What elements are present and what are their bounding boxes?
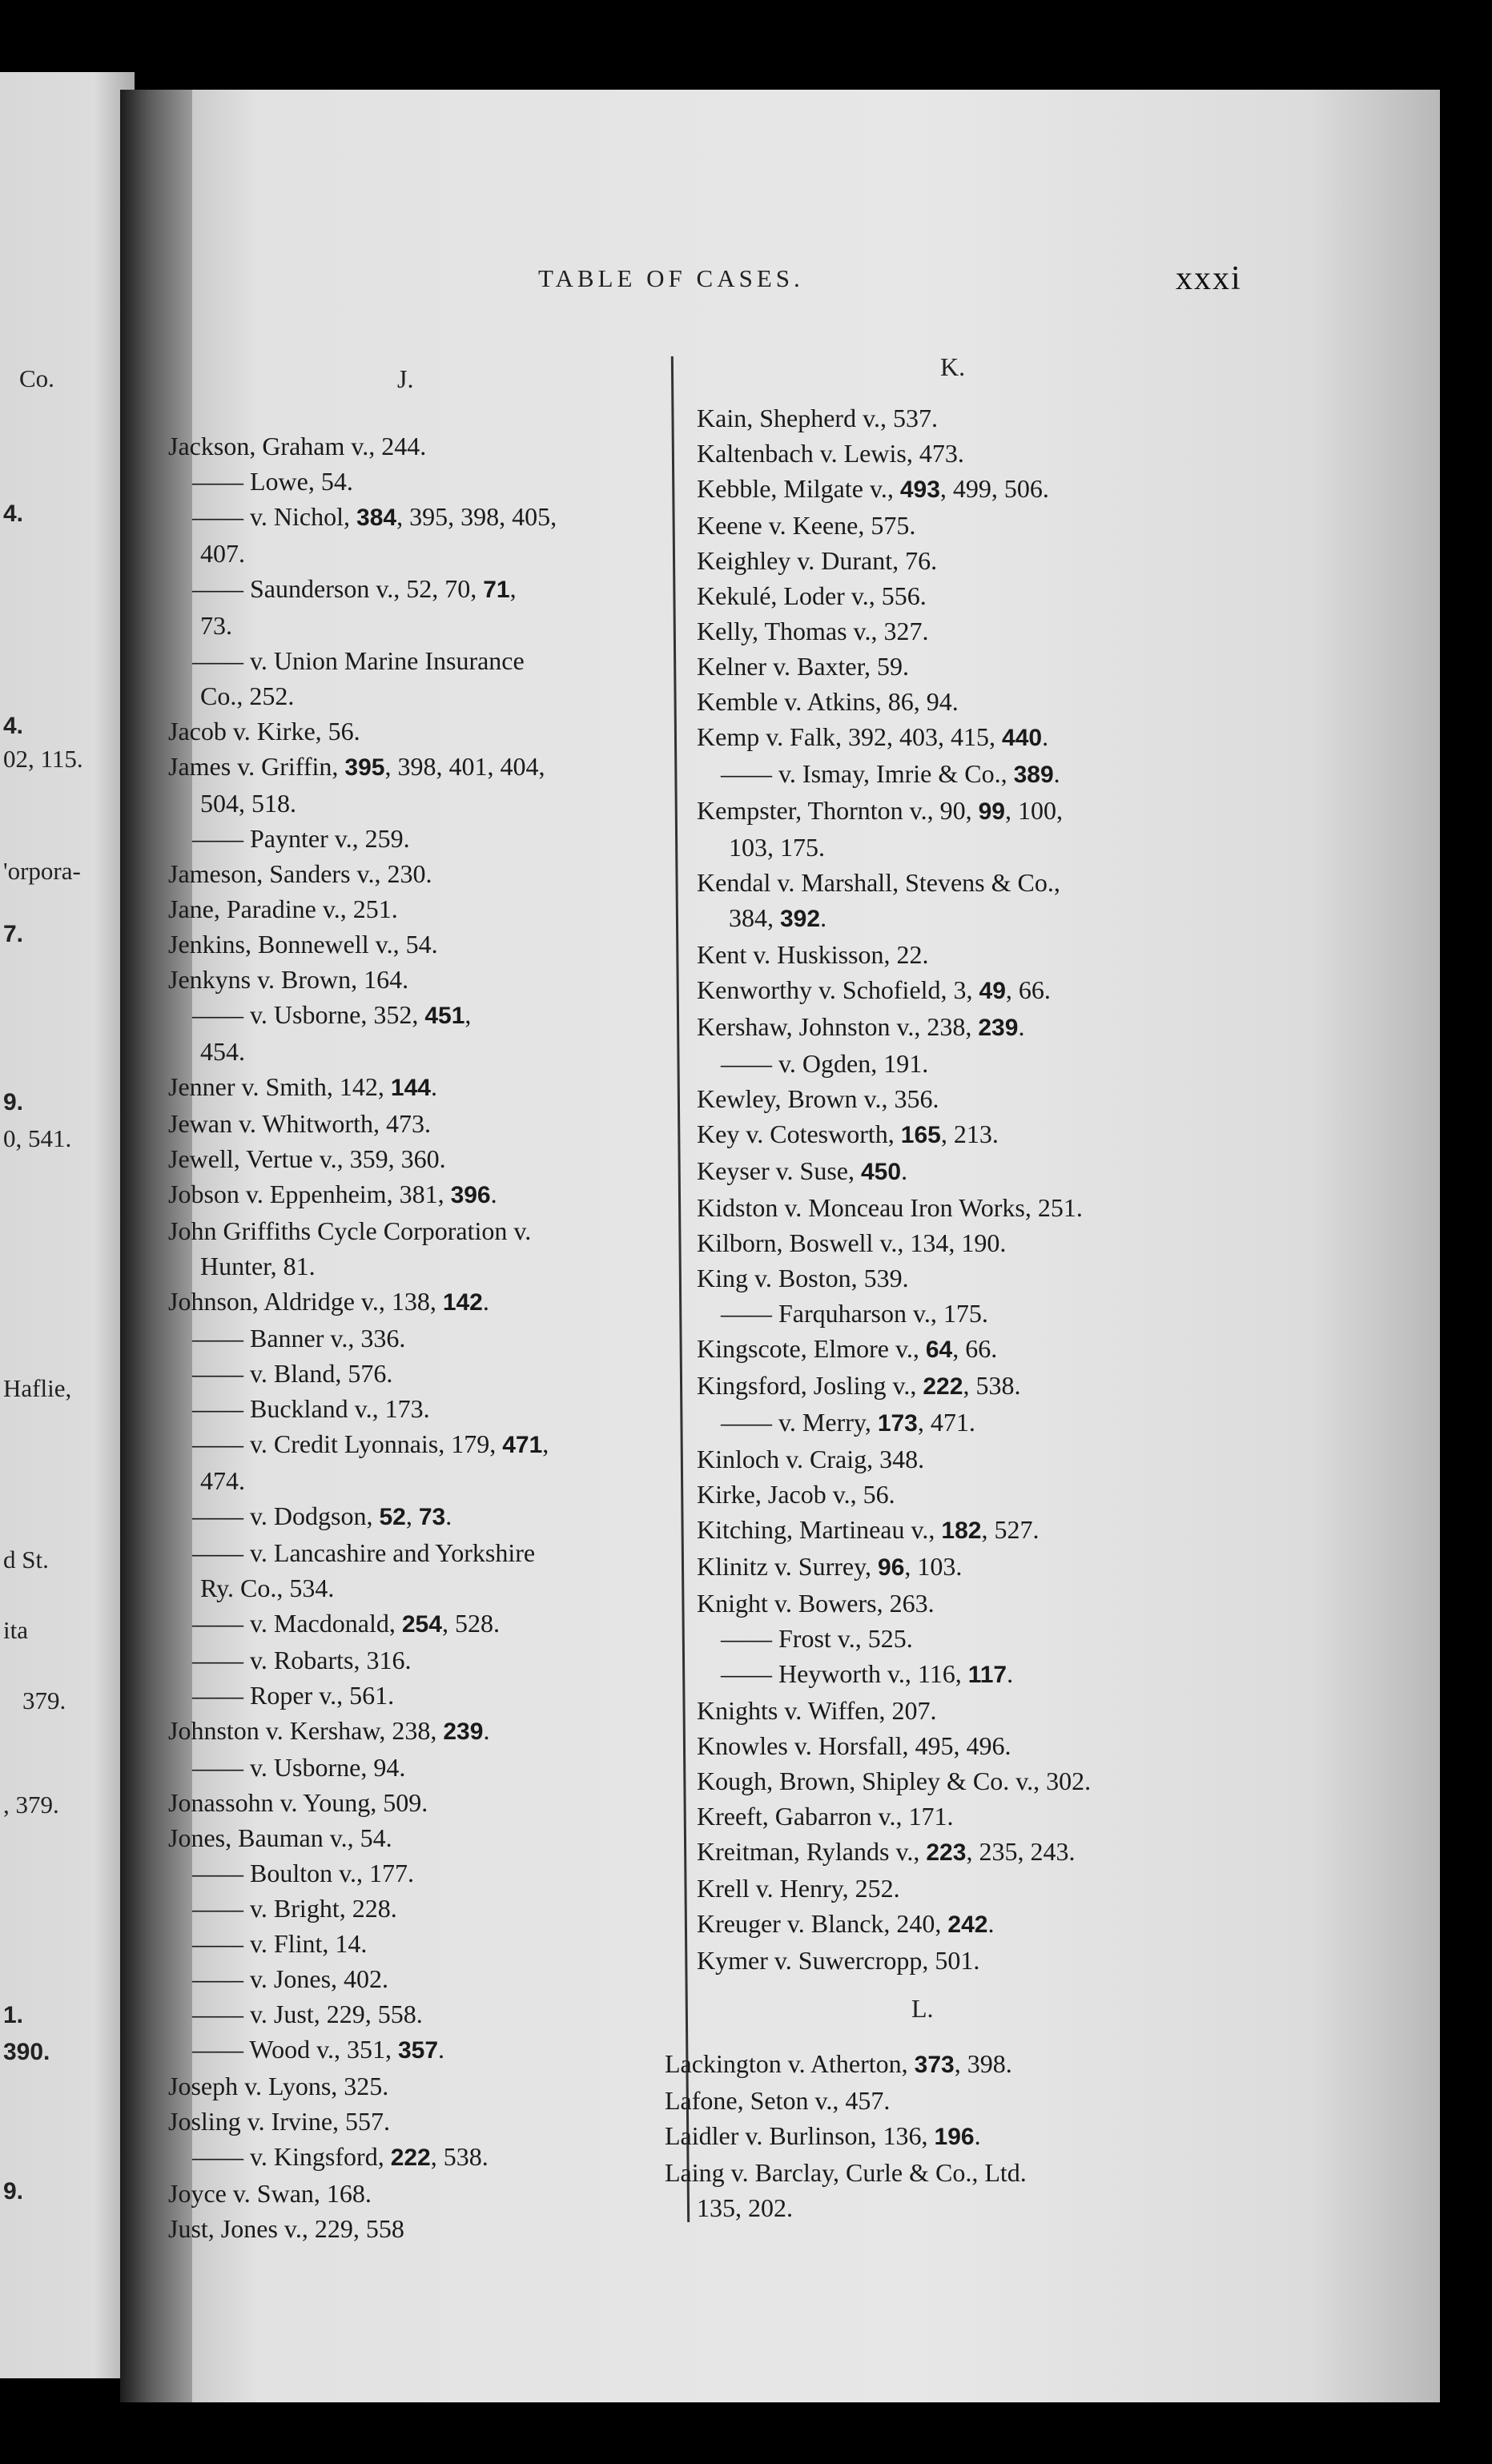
index-entry: [168, 643, 557, 678]
index-entry: [697, 1943, 1091, 1978]
index-entry: [697, 1621, 1091, 1656]
index-entry: [168, 571, 557, 608]
entry-text: Knight v. Bowers, 263.: [697, 1589, 935, 1618]
index-entry: [697, 508, 1091, 543]
bold-page-ref: 71: [483, 577, 510, 603]
index-entry: [697, 1693, 1091, 1728]
entry-text: Just, Jones v., 229, 558: [168, 2214, 404, 2243]
index-entry: [697, 830, 1091, 865]
entry-text: Kebble, Milgate v.,: [697, 474, 900, 503]
entry-text: , 100,: [1004, 796, 1063, 825]
index-entry: [697, 1871, 1091, 1906]
entry-text: —— v. Kingsford,: [192, 2142, 391, 2171]
index-entry: [168, 1426, 557, 1463]
entry-text: Keene v. Keene, 575.: [697, 511, 916, 540]
entry-text: .: [987, 1909, 995, 1938]
left-fragment: 9.: [3, 1089, 24, 1115]
index-entry: [168, 856, 557, 891]
entry-text: Joyce v. Swan, 168.: [168, 2179, 372, 2208]
index-entry: [168, 1498, 557, 1535]
entry-text: .: [1053, 759, 1060, 788]
bold-page-ref: 384: [356, 504, 397, 531]
index-entry: [168, 1820, 557, 1855]
entry-text: Jameson, Sanders v., 230.: [168, 859, 432, 888]
bold-page-ref: 471: [502, 1432, 543, 1458]
index-entry: [697, 1549, 1091, 1586]
entry-text: —— Saunderson v., 52, 70,: [192, 574, 484, 603]
entry-text: .: [483, 1716, 490, 1745]
bold-page-ref: 440: [1002, 725, 1043, 751]
entry-text: , 471.: [917, 1408, 975, 1437]
entry-text: , 66.: [1005, 975, 1051, 1004]
entry-text: 407.: [200, 539, 245, 568]
left-fragment: 02, 115.: [3, 745, 83, 773]
entry-text: Laing v. Barclay, Curle & Co., Ltd.: [665, 2158, 1027, 2187]
entry-text: Jones, Bauman v., 54.: [168, 1823, 392, 1852]
index-entry: [697, 1834, 1091, 1871]
index-entry: [168, 821, 557, 856]
entry-text: Kreeft, Gabarron v., 171.: [697, 1802, 954, 1831]
bold-page-ref: 96: [878, 1554, 905, 1581]
entry-text: Jacob v. Kirke, 56.: [168, 717, 360, 746]
index-entry: [697, 1728, 1091, 1763]
left-fragment: d St.: [3, 1546, 49, 1574]
entry-text: .: [438, 2035, 445, 2064]
index-entry: [697, 1116, 1091, 1153]
entry-text: —— v. Just, 229, 558.: [192, 2000, 423, 2028]
bold-page-ref: 373: [914, 2052, 955, 2078]
index-entry: [168, 891, 557, 927]
left-fragment: 9.: [3, 2178, 24, 2205]
bold-page-ref: 395: [344, 754, 385, 781]
left-fragment: Co.: [19, 364, 54, 392]
index-entry: [168, 1213, 557, 1248]
index-entry: [697, 543, 1091, 578]
index-entry: [665, 2155, 1027, 2190]
entry-text: , 527.: [981, 1515, 1040, 1544]
index-entry: [697, 1405, 1091, 1441]
entry-text: Key v. Cotesworth,: [697, 1119, 901, 1148]
index-entry: [168, 1141, 557, 1176]
entry-text: Knowles v. Horsfall, 495, 496.: [697, 1731, 1011, 1760]
bold-page-ref: 165: [900, 1122, 941, 1148]
index-entry: [168, 1069, 557, 1106]
index-entry: [665, 2190, 1027, 2225]
entry-text: —— Banner v., 336.: [192, 1324, 406, 1353]
index-entry: [697, 436, 1091, 471]
bold-page-ref: 173: [877, 1410, 918, 1437]
entry-text: Ry. Co., 534.: [200, 1574, 335, 1602]
entry-text: Jackson, Graham v., 244.: [168, 432, 427, 460]
entry-text: Kingscote, Elmore v.,: [697, 1334, 926, 1363]
bold-page-ref: 99: [978, 798, 1005, 825]
index-entry: [168, 1391, 557, 1426]
index-entry: [697, 972, 1091, 1009]
entry-text: —— v. Lancashire and Yorkshire: [192, 1538, 536, 1567]
entry-text: Hunter, 81.: [200, 1252, 316, 1280]
index-entry: [168, 1034, 557, 1069]
index-entry: [168, 2139, 557, 2176]
index-entry: [697, 1906, 1091, 1943]
bold-page-ref: 493: [899, 476, 940, 503]
entry-text: ,: [405, 1501, 419, 1530]
entry-text: 504, 518.: [200, 789, 296, 818]
entry-text: Co., 252.: [200, 681, 295, 710]
entry-text: —— Wood v., 351,: [192, 2035, 398, 2064]
index-entry: [168, 1248, 557, 1284]
entry-text: Kinloch v. Craig, 348.: [697, 1445, 925, 1473]
index-entry: [168, 1356, 557, 1391]
index-entry: [168, 608, 557, 643]
entry-text: Jewell, Vertue v., 359, 360.: [168, 1144, 446, 1173]
index-entry: [697, 719, 1091, 756]
index-entry: [168, 1855, 557, 1891]
left-fragment: , 379.: [3, 1791, 59, 1819]
entry-text: Kreitman, Rylands v.,: [697, 1837, 927, 1866]
index-entry: [697, 578, 1091, 613]
column-heading-l: L.: [911, 1994, 934, 2023]
entry-text: —— v. Nichol,: [192, 502, 357, 531]
index-entry: [697, 1331, 1091, 1368]
entry-text: Kirke, Jacob v., 56.: [697, 1480, 895, 1509]
left-page-edge: [0, 72, 135, 2378]
index-entry: [697, 649, 1091, 684]
index-entry: [168, 997, 557, 1034]
index-entry: [665, 2118, 1027, 2155]
entry-text: .: [490, 1180, 497, 1208]
index-entry: [665, 2083, 1027, 2118]
entry-text: 73.: [200, 611, 232, 640]
entry-text: Jane, Paradine v., 251.: [168, 894, 398, 923]
entry-text: ,: [464, 1000, 472, 1029]
entry-text: —— Lowe, 54.: [192, 467, 353, 496]
entry-text: —— v. Ogden, 191.: [721, 1049, 929, 1078]
entry-text: Kempster, Thornton v., 90,: [697, 796, 979, 825]
entry-text: ,: [509, 574, 517, 603]
running-title: TABLE OF CASES.: [538, 264, 804, 292]
index-entry: [168, 2176, 557, 2211]
entry-text: .: [430, 1072, 437, 1101]
entry-text: —— v. Usborne, 94.: [192, 1753, 406, 1782]
bold-page-ref: 254: [401, 1611, 442, 1638]
index-entry: [697, 1799, 1091, 1834]
index-entry: [168, 1284, 557, 1320]
entry-text: —— v. Dodgson,: [192, 1501, 380, 1530]
index-entry: [168, 1320, 557, 1356]
bold-page-ref: 239: [978, 1015, 1019, 1041]
entry-text: 135, 202.: [697, 2193, 793, 2222]
entry-text: —— Boulton v., 177.: [192, 1859, 415, 1887]
index-entry: [168, 1713, 557, 1750]
left-fragment: 390.: [3, 2039, 50, 2065]
entry-text: Kitching, Martineau v.,: [697, 1515, 942, 1544]
index-entry: [697, 1441, 1091, 1477]
index-entry: [697, 1368, 1091, 1405]
entry-text: Kershaw, Johnston v., 238,: [697, 1012, 979, 1041]
index-entry: [697, 900, 1091, 937]
index-entry: [168, 464, 557, 499]
index-entry: [168, 2211, 557, 2246]
index-entry: [168, 1463, 557, 1498]
index-entry: [697, 1046, 1091, 1081]
index-entry: [697, 1225, 1091, 1260]
entry-text: Lackington v. Atherton,: [665, 2049, 915, 2078]
entry-text: , 499, 506.: [939, 474, 1049, 503]
entry-text: .: [1042, 722, 1049, 751]
entry-text: John Griffiths Cycle Corporation v.: [168, 1216, 532, 1245]
entry-text: Knights v. Wiffen, 207.: [697, 1696, 937, 1725]
entry-text: Kain, Shepherd v., 537.: [697, 404, 938, 432]
index-entry: [168, 1535, 557, 1570]
entry-text: —— v. Bright, 228.: [192, 1894, 397, 1923]
entry-text: Kough, Brown, Shipley & Co. v., 302.: [697, 1767, 1092, 1795]
index-column-k: [697, 400, 1091, 1978]
index-entry: [697, 1763, 1091, 1799]
bold-page-ref: 389: [1013, 762, 1054, 788]
entry-text: —— Frost v., 525.: [721, 1624, 913, 1653]
index-entry: [168, 1891, 557, 1926]
entry-text: Kymer v. Suwercropp, 501.: [697, 1946, 980, 1975]
entry-text: .: [482, 1287, 489, 1316]
left-fragment: 0, 541.: [3, 1124, 72, 1152]
entry-text: .: [445, 1501, 452, 1530]
entry-text: Jonassohn v. Young, 509.: [168, 1788, 428, 1817]
entry-text: .: [1018, 1012, 1025, 1041]
entry-text: Kemp v. Falk, 392, 403, 415,: [697, 722, 1003, 751]
index-entry: [697, 400, 1091, 436]
entry-text: Kendal v. Marshall, Stevens & Co.,: [697, 868, 1060, 897]
entry-text: —— v. Robarts, 316.: [192, 1646, 412, 1674]
index-entry: [168, 749, 557, 786]
entry-text: Johnson, Aldridge v., 138,: [168, 1287, 443, 1316]
index-entry: [697, 1260, 1091, 1296]
entry-text: —— v. Union Marine Insurance: [192, 646, 525, 675]
entry-text: ,: [542, 1429, 549, 1458]
index-entry: [168, 499, 557, 536]
index-entry: [168, 786, 557, 821]
entry-text: .: [820, 903, 827, 932]
entry-text: , 66.: [952, 1334, 998, 1363]
index-entry: [168, 1750, 557, 1785]
entry-text: Jenkins, Bonnewell v., 54.: [168, 930, 438, 959]
entry-text: Kreuger v. Blanck, 240,: [697, 1909, 948, 1938]
bold-page-ref: 52: [379, 1504, 406, 1530]
entry-text: —— v. Usborne, 352,: [192, 1000, 425, 1029]
entry-text: .: [1007, 1659, 1014, 1688]
entry-text: —— Buckland v., 173.: [192, 1394, 430, 1423]
entry-text: , 103.: [904, 1552, 963, 1581]
entry-text: Lafone, Seton v., 457.: [665, 2086, 891, 2115]
index-entry: [168, 1570, 557, 1606]
entry-text: —— v. Bland, 576.: [192, 1359, 393, 1388]
bold-page-ref: 239: [443, 1718, 484, 1745]
page-number: xxxi: [1176, 260, 1242, 297]
entry-text: Josling v. Irvine, 557.: [168, 2107, 391, 2136]
index-entry: [697, 937, 1091, 972]
index-entry: [168, 1176, 557, 1213]
index-entry: [168, 1961, 557, 1996]
index-entry: [665, 2046, 1027, 2083]
bold-page-ref: 242: [947, 1911, 988, 1938]
entry-text: Laidler v. Burlinson, 136,: [665, 2121, 935, 2150]
entry-text: Johnston v. Kershaw, 238,: [168, 1716, 444, 1745]
bold-page-ref: 357: [397, 2037, 439, 2064]
left-fragment: 'orpora-: [3, 857, 81, 885]
entry-text: , 538.: [963, 1371, 1021, 1400]
entry-text: Kenworthy v. Schofield, 3,: [697, 975, 979, 1004]
entry-text: Kingsford, Josling v.,: [697, 1371, 923, 1400]
entry-text: Jobson v. Eppenheim, 381,: [168, 1180, 451, 1208]
index-entry: [168, 1785, 557, 1820]
entry-text: .: [974, 2121, 981, 2150]
index-entry: [168, 1106, 557, 1141]
index-entry: [168, 1642, 557, 1678]
entry-text: —— v. Flint, 14.: [192, 1929, 368, 1958]
index-entry: [697, 1153, 1091, 1190]
entry-text: —— Heyworth v., 116,: [721, 1659, 968, 1688]
bold-page-ref: 117: [967, 1662, 1007, 1688]
entry-text: , 213.: [940, 1119, 999, 1148]
entry-text: King v. Boston, 539.: [697, 1264, 909, 1292]
entry-text: Kemble v. Atkins, 86, 94.: [697, 687, 959, 716]
index-entry: [168, 2032, 557, 2068]
entry-text: —— Paynter v., 259.: [192, 824, 410, 853]
entry-text: James v. Griffin,: [168, 752, 345, 781]
entry-text: Krell v. Henry, 252.: [697, 1874, 900, 1903]
entry-text: 454.: [200, 1037, 245, 1066]
entry-text: —— Farquharson v., 175.: [721, 1299, 988, 1328]
entry-text: —— Roper v., 561.: [192, 1681, 395, 1710]
index-entry: [697, 1656, 1091, 1693]
entry-text: Kewley, Brown v., 356.: [697, 1084, 939, 1113]
index-entry: [697, 865, 1091, 900]
index-entry: [168, 1996, 557, 2032]
entry-text: .: [901, 1156, 908, 1185]
left-fragment: 4.: [3, 713, 24, 739]
entry-text: Keyser v. Suse,: [697, 1156, 861, 1185]
index-entry: [697, 793, 1091, 830]
bold-page-ref: 222: [923, 1373, 963, 1400]
entry-text: Keighley v. Durant, 76.: [697, 546, 938, 575]
column-heading-j: J.: [397, 364, 414, 393]
index-entry: [697, 684, 1091, 719]
entry-text: , 398, 401, 404,: [384, 752, 545, 781]
index-entry: [168, 1926, 557, 1961]
bold-page-ref: 144: [390, 1075, 431, 1101]
entry-text: Kekulé, Loder v., 556.: [697, 581, 927, 610]
entry-text: 474.: [200, 1466, 245, 1495]
index-entry: [697, 1009, 1091, 1046]
index-entry: [697, 1586, 1091, 1621]
index-column-j: [168, 428, 557, 2246]
entry-text: , 538.: [430, 2142, 489, 2171]
index-entry: [697, 1477, 1091, 1512]
entry-text: —— v. Credit Lyonnais, 179,: [192, 1429, 503, 1458]
entry-text: Jenkyns v. Brown, 164.: [168, 965, 409, 994]
bold-page-ref: 223: [926, 1839, 967, 1866]
index-entry: [168, 2068, 557, 2104]
entry-text: —— v. Macdonald,: [192, 1609, 402, 1638]
index-entry: [168, 428, 557, 464]
index-entry: [168, 536, 557, 571]
bold-page-ref: 396: [450, 1182, 491, 1208]
entry-text: , 528.: [441, 1609, 500, 1638]
entry-text: —— v. Jones, 402.: [192, 1964, 389, 1993]
left-fragment: 1.: [3, 2002, 24, 2028]
entry-text: Kidston v. Monceau Iron Works, 251.: [697, 1193, 1083, 1222]
entry-text: Klinitz v. Surrey,: [697, 1552, 879, 1581]
entry-text: —— v. Merry,: [721, 1408, 878, 1437]
bold-page-ref: 142: [442, 1289, 483, 1316]
entry-text: 384,: [729, 903, 780, 932]
index-entry: [697, 1190, 1091, 1225]
index-entry: [168, 678, 557, 713]
bold-page-ref: 222: [390, 2144, 431, 2171]
index-entry: [697, 1081, 1091, 1116]
entry-text: Jewan v. Whitworth, 473.: [168, 1109, 431, 1138]
column-heading-k: K.: [940, 352, 966, 381]
index-column-l: [665, 2046, 1027, 2225]
left-fragment: 7.: [3, 921, 24, 947]
entry-text: Kelly, Thomas v., 327.: [697, 617, 929, 645]
index-entry: [697, 1296, 1091, 1331]
entry-text: Joseph v. Lyons, 325.: [168, 2072, 389, 2100]
left-fragment: 379.: [22, 1686, 66, 1714]
entry-text: , 395, 398, 405,: [396, 502, 557, 531]
index-entry: [697, 756, 1091, 793]
bold-page-ref: 182: [941, 1517, 982, 1544]
entry-text: 103, 175.: [729, 833, 825, 862]
bold-page-ref: 64: [925, 1337, 953, 1363]
entry-text: —— v. Ismay, Imrie & Co.,: [721, 759, 1014, 788]
index-entry: [168, 1606, 557, 1642]
entry-text: Kaltenbach v. Lewis, 473.: [697, 439, 964, 468]
entry-text: Kelner v. Baxter, 59.: [697, 652, 909, 681]
entry-text: , 398.: [954, 2049, 1012, 2078]
bold-page-ref: 49: [979, 978, 1006, 1004]
bold-page-ref: 450: [861, 1159, 902, 1185]
bold-page-ref: 73: [418, 1504, 446, 1530]
left-fragment: 4.: [3, 500, 24, 527]
index-entry: [168, 1678, 557, 1713]
bold-page-ref: 392: [780, 906, 821, 932]
entry-text: Kilborn, Boswell v., 134, 190.: [697, 1228, 1007, 1257]
index-entry: [168, 927, 557, 962]
entry-text: , 235, 243.: [966, 1837, 1076, 1866]
index-entry: [168, 962, 557, 997]
left-fragment: Haflie,: [3, 1374, 72, 1402]
entry-text: Kent v. Huskisson, 22.: [697, 940, 929, 969]
index-entry: [697, 471, 1091, 508]
entry-text: Jenner v. Smith, 142,: [168, 1072, 391, 1101]
index-entry: [168, 2104, 557, 2139]
bold-page-ref: 451: [424, 1003, 465, 1029]
index-entry: [697, 613, 1091, 649]
bold-page-ref: 196: [934, 2124, 975, 2150]
left-fragment: ita: [3, 1616, 28, 1644]
index-entry: [168, 713, 557, 749]
index-entry: [697, 1512, 1091, 1549]
